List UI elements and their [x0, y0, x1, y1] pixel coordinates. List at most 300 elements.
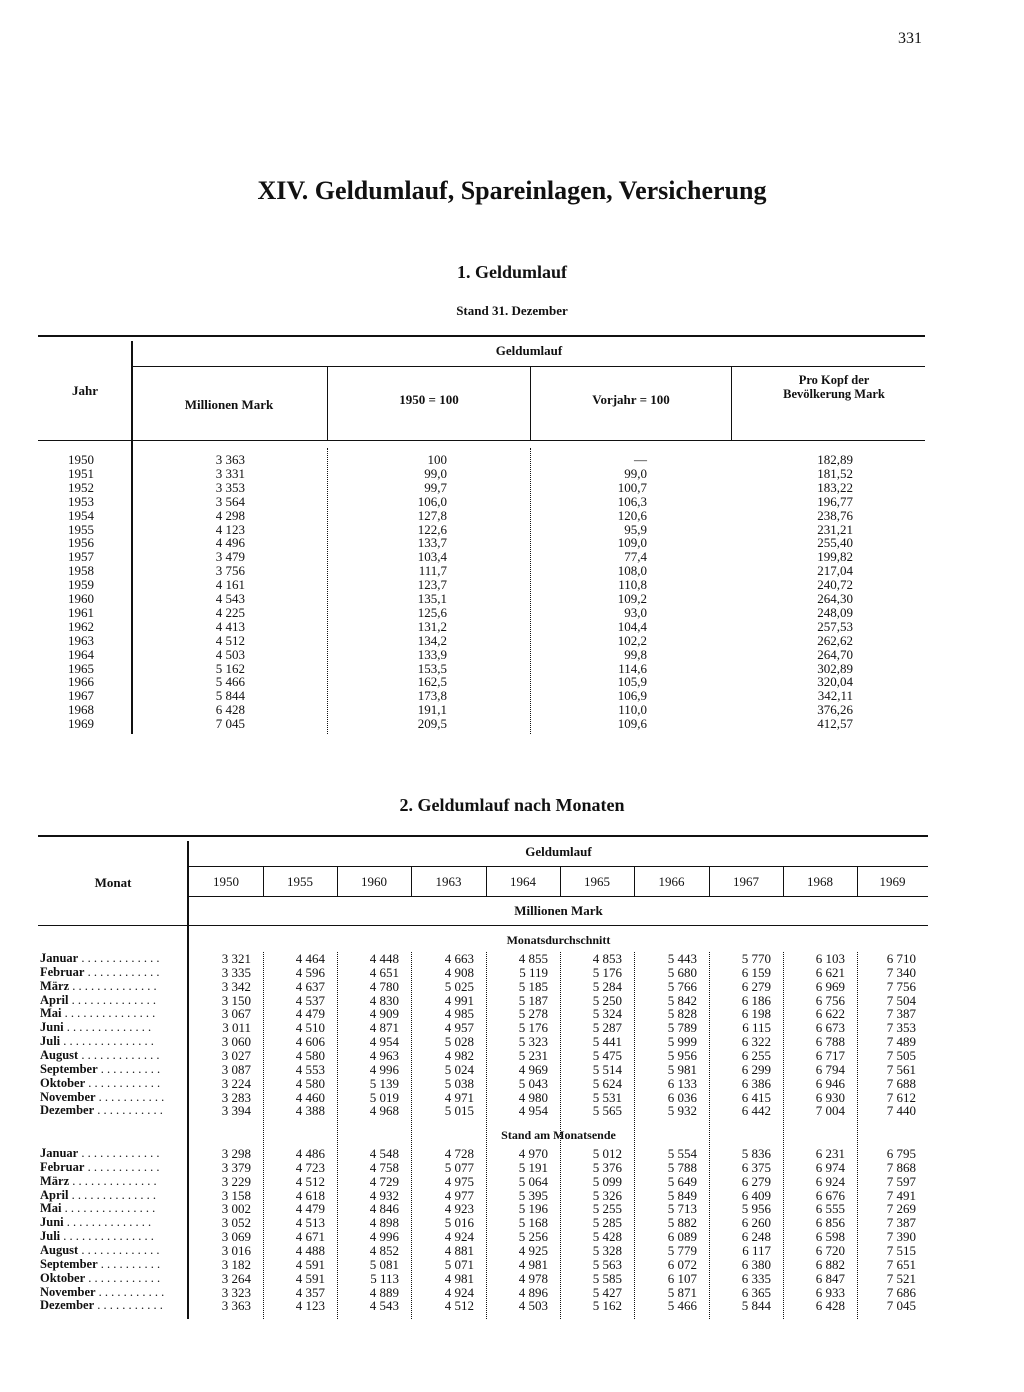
value-cell: 6 969	[815, 978, 845, 994]
month-label	[40, 1299, 180, 1313]
value-cell: 7 756	[886, 978, 916, 994]
value-cell: 5 287	[592, 1020, 622, 1036]
month-label	[40, 1244, 180, 1258]
month-name: März	[40, 979, 70, 993]
value-cell: 6 622	[815, 1006, 845, 1022]
value-cell: 4 954	[369, 1034, 399, 1050]
table2-years-rule	[189, 896, 928, 897]
month-label	[40, 1104, 180, 1118]
value-cell: 4 978	[518, 1270, 548, 1286]
value-cell: 6 710	[886, 951, 916, 966]
month-label	[40, 1189, 180, 1203]
table1-header-rule	[38, 440, 925, 441]
value-cell: 6 673	[815, 1020, 845, 1036]
value-cell: 4 852	[369, 1242, 399, 1258]
value-cell: 4 479	[295, 1201, 325, 1217]
value-cell: 6 365	[741, 1284, 771, 1300]
value-cell: 5 956	[667, 1047, 697, 1063]
value-cell: 5 999	[667, 1034, 697, 1050]
value-cell: 5 196	[518, 1201, 548, 1217]
value-cell: 3 363	[221, 1298, 251, 1314]
value-cell: 7 505	[886, 1047, 916, 1063]
value-cell: 6 036	[667, 1089, 697, 1105]
value-cell: 4 896	[518, 1284, 548, 1300]
millionen-cell: 4 512	[215, 632, 245, 648]
value-cell: 6 072	[667, 1256, 697, 1272]
index1950-cell: 127,8	[417, 507, 447, 523]
millionen-cell: 3 331	[215, 465, 245, 481]
table1-header-geldumlauf: Geldumlauf	[495, 343, 563, 358]
table2-year-divider	[486, 866, 487, 896]
value-cell: 5 191	[518, 1159, 548, 1175]
vorjahr-cell: 109,0	[617, 535, 647, 551]
month-name: Juli	[40, 1230, 61, 1244]
month-label	[40, 1021, 180, 1035]
value-cell: 4 889	[369, 1284, 399, 1300]
month-name: Juli	[40, 1035, 61, 1049]
month-leader-dots: . . . . . . . . . . .	[95, 1090, 165, 1104]
value-cell: 3 342	[221, 978, 251, 994]
vorjahr-cell: 105,9	[617, 674, 647, 690]
prokopf-cell: 342,11	[817, 688, 853, 704]
month-name: Juni	[40, 1216, 64, 1230]
prokopf-cell: 183,22	[817, 479, 853, 495]
value-cell: 3 069	[221, 1229, 251, 1245]
millionen-cell: 3 363	[215, 452, 245, 467]
value-cell: 5 081	[369, 1256, 399, 1272]
value-cell: 5 025	[444, 978, 474, 994]
value-cell: 5 441	[592, 1034, 622, 1050]
value-cell: 4 591	[295, 1256, 325, 1272]
vorjahr-cell: —	[634, 452, 647, 467]
prokopf-cell: 302,89	[817, 660, 853, 676]
vorjahr-cell: 106,9	[617, 688, 647, 704]
value-cell: 4 898	[369, 1215, 399, 1231]
value-cell: 4 924	[444, 1229, 474, 1245]
table1-header-index1950: 1950 = 100	[399, 392, 459, 407]
value-cell: 6 676	[815, 1187, 845, 1203]
value-cell: 4 357	[295, 1284, 325, 1300]
value-cell: 5 514	[592, 1061, 622, 1077]
value-cell: 3 067	[221, 1006, 251, 1022]
month-leader-dots: . . . . . . . . . . . .	[84, 965, 160, 979]
value-cell: 3 335	[221, 964, 251, 980]
value-cell: 6 555	[815, 1201, 845, 1217]
value-cell: 4 871	[369, 1020, 399, 1036]
year-cell: 1956	[68, 535, 94, 551]
month-label	[40, 1035, 180, 1049]
year-cell: 1953	[68, 493, 94, 509]
table2-year-divider	[560, 866, 561, 896]
value-cell: 5 028	[444, 1034, 474, 1050]
value-cell: 4 925	[518, 1242, 548, 1258]
value-cell: 6 795	[886, 1146, 916, 1161]
value-cell: 4 985	[444, 1006, 474, 1022]
value-cell: 3 060	[221, 1034, 251, 1050]
value-cell: 7 340	[886, 964, 916, 980]
vorjahr-cell: 99,0	[624, 465, 647, 481]
value-cell: 4 503	[518, 1298, 548, 1314]
index1950-cell: 106,0	[417, 493, 447, 509]
value-cell: 4 981	[444, 1270, 474, 1286]
table1-header-millionen: Millionen Mark	[184, 397, 274, 412]
millionen-cell: 4 543	[215, 591, 245, 606]
vorjahr-cell: 120,6	[617, 507, 647, 523]
value-cell: 6 089	[667, 1229, 697, 1245]
month-leader-dots: . . . . . . . . . . . .	[85, 1271, 161, 1285]
value-cell: 4 954	[518, 1103, 548, 1119]
month-leader-dots: . . . . . . . . . . . . . . .	[61, 1007, 156, 1021]
month-leader-dots: . . . . . . . . . . . . . .	[68, 1188, 156, 1202]
value-cell: 7 868	[886, 1159, 916, 1175]
value-cell: 5 255	[592, 1201, 622, 1217]
value-cell: 6 717	[815, 1047, 845, 1063]
table2-year-divider	[337, 866, 338, 896]
month-leader-dots: . . . . . . . . . . . . . . .	[60, 1035, 154, 1049]
month-name: Mai	[40, 1202, 62, 1216]
month-label	[40, 1202, 180, 1216]
value-cell: 5 475	[592, 1047, 622, 1063]
value-cell: 3 224	[221, 1075, 251, 1091]
value-cell: 5 554	[667, 1146, 697, 1161]
value-cell: 4 123	[295, 1298, 325, 1314]
millionen-cell: 6 428	[215, 702, 245, 718]
value-cell: 4 671	[295, 1229, 325, 1245]
value-cell: 5 323	[518, 1034, 548, 1050]
vorjahr-cell: 114,6	[618, 660, 647, 676]
month-label	[40, 1147, 180, 1161]
millionen-cell: 3 756	[215, 563, 245, 579]
value-cell: 5 015	[444, 1103, 474, 1119]
year-header-1966: 1966	[658, 874, 685, 889]
year-cell: 1968	[68, 702, 94, 718]
prokopf-cell: 264,70	[817, 646, 853, 662]
index1950-cell: 131,2	[417, 618, 447, 634]
year-cell: 1950	[68, 452, 94, 467]
value-cell: 3 379	[221, 1159, 251, 1175]
vorjahr-cell: 110,0	[618, 702, 647, 718]
table2-top-rule	[38, 835, 928, 837]
month-name: August	[40, 1048, 79, 1062]
value-cell: 3 087	[221, 1061, 251, 1077]
value-cell: 3 027	[221, 1047, 251, 1063]
millionen-cell: 4 161	[215, 577, 245, 593]
value-cell: 5 019	[369, 1089, 399, 1105]
value-cell: 6 720	[815, 1242, 845, 1258]
value-cell: 6 260	[741, 1215, 771, 1231]
year-cell: 1958	[68, 563, 94, 579]
value-cell: 4 479	[295, 1006, 325, 1022]
value-cell: 5 789	[667, 1020, 697, 1036]
month-name: August	[40, 1243, 79, 1257]
prokopf-cell: 320,04	[817, 674, 853, 690]
value-cell: 6 380	[741, 1256, 771, 1272]
value-cell: 7 521	[886, 1270, 916, 1286]
millionen-cell: 5 162	[215, 660, 245, 676]
month-label	[40, 966, 180, 980]
prokopf-cell: 262,62	[817, 632, 853, 648]
value-cell: 6 115	[742, 1020, 771, 1036]
table1-top-rule	[38, 335, 925, 337]
value-cell: 7 651	[886, 1256, 916, 1272]
value-cell: 5 844	[741, 1298, 771, 1314]
prokopf-cell: 255,40	[817, 535, 853, 551]
year-cell: 1959	[68, 577, 94, 593]
month-name: November	[40, 1090, 96, 1104]
value-cell: 5 328	[592, 1242, 622, 1258]
prokopf-cell: 181,52	[817, 465, 853, 481]
value-cell: 5 185	[518, 978, 548, 994]
value-cell: 6 299	[741, 1061, 771, 1077]
month-label	[40, 1049, 180, 1063]
vorjahr-cell: 100,7	[617, 479, 647, 495]
index1950-cell: 134,2	[417, 632, 447, 648]
year-cell: 1957	[68, 549, 94, 565]
table1-header-prokopf: Pro Kopf der Bevölkerung Mark	[783, 373, 885, 401]
millionen-cell: 4 503	[215, 646, 245, 662]
table2-title: 2. Geldumlauf nach Monaten	[399, 795, 625, 815]
month-label	[40, 980, 180, 994]
month-label	[40, 1175, 180, 1189]
table1-group-rule	[133, 366, 925, 367]
value-cell: 4 969	[518, 1061, 548, 1077]
value-cell: 4 780	[369, 978, 399, 994]
value-cell: 6 924	[815, 1173, 845, 1189]
millionen-cell: 4 298	[215, 507, 245, 523]
value-cell: 4 957	[444, 1020, 474, 1036]
value-cell: 7 688	[886, 1075, 916, 1091]
value-cell: 6 159	[741, 964, 771, 980]
table2-year-divider	[263, 866, 264, 896]
value-cell: 5 427	[592, 1284, 622, 1300]
value-cell: 4 908	[444, 964, 474, 980]
year-cell: 1951	[68, 465, 94, 481]
millionen-cell: 4 496	[215, 535, 245, 551]
prokopf-cell: 412,57	[817, 716, 853, 732]
value-cell: 3 229	[221, 1173, 251, 1189]
value-cell: 5 326	[592, 1187, 622, 1203]
month-name: Oktober	[40, 1076, 86, 1090]
value-cell: 3 011	[222, 1020, 251, 1036]
value-cell: 4 909	[369, 1006, 399, 1022]
table2-year-divider	[857, 866, 858, 896]
month-name: Februar	[40, 965, 85, 979]
month-leader-dots: . . . . . . . . . . . . . .	[63, 1216, 152, 1230]
table1-header-jahr: Jahr	[72, 383, 98, 398]
vorjahr-cell: 109,6	[617, 716, 647, 732]
month-label	[40, 1258, 180, 1272]
index1950-cell: 162,5	[417, 674, 447, 690]
table1-vline-h3	[731, 366, 732, 440]
index1950-cell: 99,0	[424, 465, 447, 481]
month-name: April	[40, 1188, 69, 1202]
prokopf-cell: 199,82	[817, 549, 853, 565]
section-title: Monatsdurchschnitt	[506, 933, 611, 947]
value-cell: 3 264	[221, 1270, 251, 1286]
month-leader-dots: . . . . . . . . . . . . . .	[69, 1174, 157, 1188]
value-cell: 4 388	[295, 1103, 325, 1119]
value-cell: 6 946	[815, 1075, 845, 1091]
prokopf-cell: 264,30	[817, 591, 853, 606]
value-cell: 3 002	[221, 1201, 251, 1217]
month-leader-dots: . . . . . . . . . . . . .	[78, 1243, 160, 1257]
value-cell: 7 561	[886, 1061, 916, 1077]
year-cell: 1965	[68, 660, 94, 676]
value-cell: 3 016	[221, 1242, 251, 1258]
value-cell: 4 980	[518, 1089, 548, 1105]
month-label	[40, 1216, 180, 1230]
value-cell: 5 071	[444, 1256, 474, 1272]
value-cell: 5 836	[741, 1146, 771, 1161]
value-cell: 3 323	[221, 1284, 251, 1300]
month-label	[40, 1230, 180, 1244]
value-cell: 5 016	[444, 1215, 474, 1231]
month-leader-dots: . . . . . . . . . . .	[94, 1104, 163, 1118]
value-cell: 5 428	[592, 1229, 622, 1245]
month-leader-dots: . . . . . . . . . . . . .	[78, 1147, 160, 1160]
prokopf-cell: 240,72	[817, 577, 853, 593]
value-cell: 5 250	[592, 992, 622, 1008]
value-cell: 6 756	[815, 992, 845, 1008]
month-leader-dots: . . . . . . . . . . . . . .	[63, 1021, 152, 1035]
value-cell: 4 970	[518, 1146, 548, 1161]
value-cell: 7 387	[886, 1006, 916, 1022]
value-cell: 4 591	[295, 1270, 325, 1286]
vorjahr-cell: 95,9	[624, 521, 647, 537]
value-cell: 4 448	[369, 951, 399, 966]
value-cell: 4 830	[369, 992, 399, 1008]
value-cell: 5 038	[444, 1075, 474, 1091]
value-cell: 5 012	[592, 1146, 622, 1161]
table2-group-rule	[189, 866, 928, 867]
year-header-1955: 1955	[287, 874, 313, 889]
value-cell: 5 064	[518, 1173, 548, 1189]
index1950-cell: 209,5	[417, 716, 447, 732]
value-cell: 5 713	[667, 1201, 697, 1217]
value-cell: 6 933	[815, 1284, 845, 1300]
year-header-1950: 1950	[213, 874, 239, 889]
year-cell: 1966	[68, 674, 94, 690]
value-cell: 4 580	[295, 1075, 325, 1091]
index1950-cell: 99,7	[424, 479, 447, 495]
index1950-cell: 103,4	[417, 549, 447, 565]
value-cell: 4 975	[444, 1173, 474, 1189]
value-cell: 4 606	[295, 1034, 325, 1050]
year-header-1969: 1969	[879, 874, 906, 889]
millionen-cell: 3 353	[215, 479, 245, 495]
value-cell: 7 353	[886, 1020, 916, 1036]
year-header-1967: 1967	[733, 874, 759, 889]
value-cell: 6 847	[815, 1270, 845, 1286]
value-cell: 6 107	[667, 1270, 697, 1286]
value-cell: 4 728	[444, 1146, 474, 1161]
value-cell: 6 409	[741, 1187, 771, 1203]
prokopf-cell: 257,53	[817, 618, 853, 634]
value-cell: 3 052	[221, 1215, 251, 1231]
value-cell: 4 488	[295, 1242, 325, 1258]
year-cell: 1969	[68, 716, 94, 732]
value-cell: 4 977	[444, 1187, 474, 1203]
year-cell: 1954	[68, 507, 94, 523]
value-cell: 5 766	[667, 978, 697, 994]
month-label	[40, 1063, 180, 1077]
value-cell: 4 548	[369, 1146, 399, 1161]
prokopf-cell: 182,89	[817, 452, 853, 467]
year-cell: 1964	[68, 646, 94, 662]
table1-vline-b2	[530, 448, 531, 734]
index1950-cell: 123,7	[417, 577, 447, 593]
month-label	[40, 994, 180, 1008]
value-cell: 6 255	[741, 1047, 771, 1063]
value-cell: 5 466	[667, 1298, 697, 1314]
value-cell: 4 596	[295, 964, 325, 980]
value-cell: 6 186	[741, 992, 771, 1008]
month-leader-dots: . . . . . . . . . . . . .	[78, 1048, 160, 1062]
year-cell: 1967	[68, 688, 94, 704]
value-cell: 6 248	[741, 1229, 771, 1245]
value-cell: 4 460	[295, 1089, 325, 1105]
year-header-1960: 1960	[361, 874, 387, 889]
value-cell: 4 580	[295, 1047, 325, 1063]
value-cell: 4 513	[295, 1215, 325, 1231]
month-label	[40, 1286, 180, 1300]
millionen-cell: 3 564	[215, 493, 245, 509]
value-cell: 5 563	[592, 1256, 622, 1272]
value-cell: 5 443	[667, 951, 697, 966]
index1950-cell: 111,7	[418, 563, 447, 579]
value-cell: 4 853	[592, 951, 622, 966]
value-cell: 5 119	[519, 964, 548, 980]
value-cell: 6 598	[815, 1229, 845, 1245]
value-cell: 6 133	[667, 1075, 697, 1091]
value-cell: 6 882	[815, 1256, 845, 1272]
month-leader-dots: . . . . . . . . . .	[97, 1257, 161, 1271]
value-cell: 6 415	[741, 1089, 771, 1105]
value-cell: 5 324	[592, 1006, 622, 1022]
value-cell: 3 298	[221, 1146, 251, 1161]
month-name: Mai	[40, 1007, 62, 1021]
index1950-cell: 191,1	[417, 702, 447, 718]
month-leader-dots: . . . . . . . . . .	[97, 1062, 161, 1076]
value-cell: 4 553	[295, 1061, 325, 1077]
value-cell: 5 649	[667, 1173, 697, 1189]
value-cell: 5 113	[370, 1270, 399, 1286]
value-cell: 4 464	[295, 951, 325, 966]
value-cell: 4 932	[369, 1187, 399, 1203]
value-cell: 6 198	[741, 1006, 771, 1022]
value-cell: 4 543	[369, 1298, 399, 1314]
value-cell: 4 846	[369, 1201, 399, 1217]
month-label	[40, 1007, 180, 1021]
month-name: November	[40, 1285, 96, 1299]
millionen-cell: 4 225	[215, 604, 245, 620]
month-name: Dezember	[40, 1299, 95, 1313]
value-cell: 5 176	[518, 1020, 548, 1036]
value-cell: 4 855	[518, 951, 548, 966]
month-leader-dots: . . . . . . . . . . . .	[84, 1160, 160, 1174]
vorjahr-cell: 102,2	[617, 632, 647, 648]
value-cell: 6 322	[741, 1034, 771, 1050]
month-name: Januar	[40, 1147, 79, 1160]
value-cell: 5 842	[667, 992, 697, 1008]
value-cell: 7 440	[886, 1103, 916, 1119]
month-name: Dezember	[40, 1104, 95, 1118]
month-leader-dots: . . . . . . . . . . . . .	[78, 952, 160, 965]
month-name: März	[40, 1174, 70, 1188]
index1950-cell: 125,6	[417, 604, 447, 620]
value-cell: 6 930	[815, 1089, 845, 1105]
value-cell: 5 284	[592, 978, 622, 994]
